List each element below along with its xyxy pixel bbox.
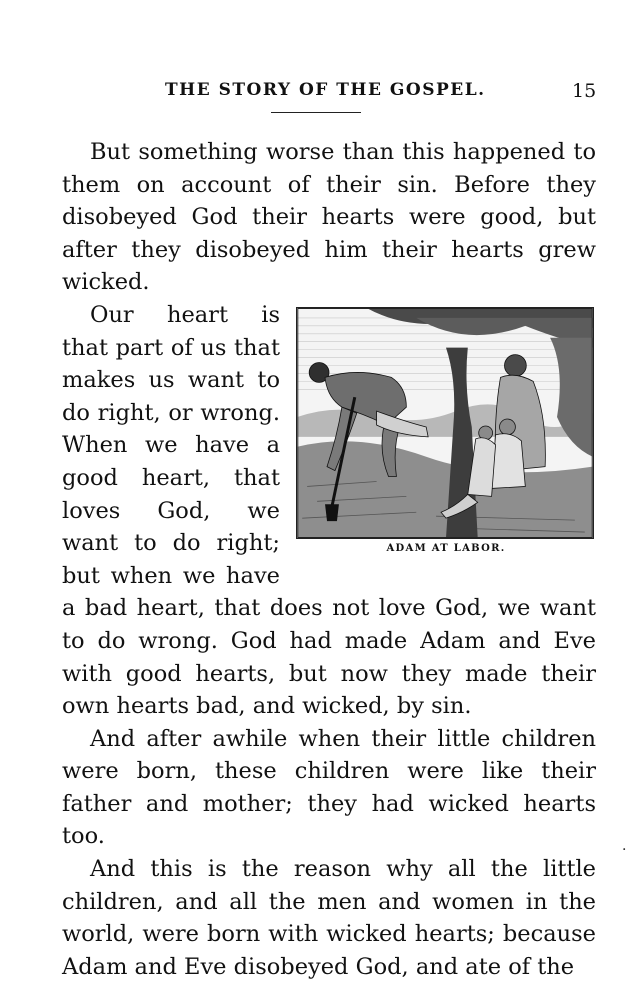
illustration-adam-at-labor [296, 307, 594, 539]
page-number: 15 [572, 80, 597, 102]
paragraph-4: And this is the reason why all the little children, and all the men and women in the world, were born with wicked hearts; because Adam and Eve disobeyed God, and ate of the [62, 856, 596, 980]
page-header [0, 0, 630, 120]
paragraph-1: But something worse than this happened to them on account of their sin. Before they disobeyed God their hearts were good, but after they disobeyed him their hearts grew wicked. [62, 139, 596, 296]
paragraph-2: Our heart is that part of us that makes us want to do right, or wrong. When we have a good heart, that loves God, we want to do right; but when we have a bad heart, that does not love God, we want to do wrong. God had made Adam and Eve with good hearts, but now they made their own hearts bad, and wicked, by sin. [62, 301, 596, 720]
figure-caption: ADAM AT LABOR. [386, 542, 506, 554]
paragraph-3: And after awhile when their little children were born, these children were like their father and mother; they had wicked hearts too. [62, 725, 596, 850]
header-rule [271, 112, 361, 113]
running-title: THE STORY OF THE GOSPEL. [165, 80, 486, 100]
figure-adam-at-labor [296, 307, 596, 557]
body-text [62, 136, 596, 983]
margin-dot: · [622, 842, 627, 858]
